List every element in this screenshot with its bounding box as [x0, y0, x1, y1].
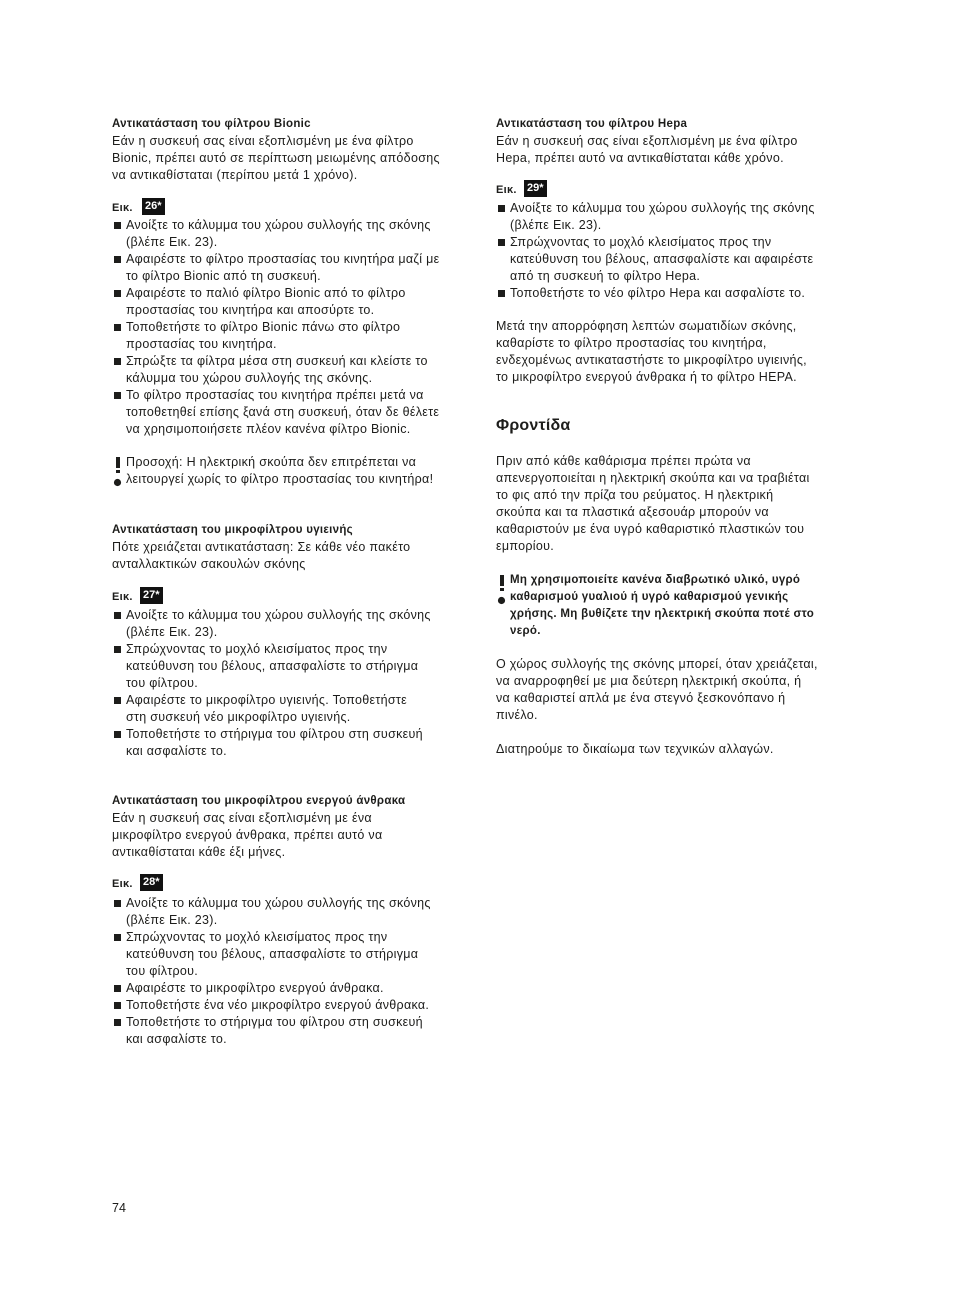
bionic-section-intro — [112, 116, 440, 184]
figure-label: Εικ. — [112, 878, 133, 890]
fine-dust-note-text: Μετά την απορρόφηση λεπτών σωματιδίων σκόνης, καθαρίστε το φίλτρο προστασίας του κινητήρα, ενδεχομένως αντικαταστήστε το μικροφίλτρο υγιεινής, το μικροφίλτρο ενεργού άνθρακα ή το φίλτρο HEPA. — [496, 318, 807, 384]
bionic-warning-note — [112, 454, 433, 488]
hygiene-steps-list — [112, 607, 431, 760]
step-item — [112, 895, 431, 929]
square-bullet-icon — [114, 697, 121, 704]
carbon-figure-reference — [112, 874, 192, 891]
square-bullet-icon — [114, 222, 121, 229]
square-bullet-icon — [114, 358, 121, 365]
step-item — [496, 234, 815, 285]
step-item — [496, 200, 815, 234]
hepa-steps-list — [496, 200, 815, 302]
technical-changes-disclaimer — [496, 741, 774, 758]
step-text: Σπρώχνοντας το μοχλό κλεισίματος προς την κατεύθυνση του βέλους, απασφαλίστε το στήριγμα του φίλτρου. — [126, 929, 419, 978]
figure-label: Εικ. — [496, 184, 517, 196]
step-text: Τοποθετήστε ένα νέο μικροφίλτρο ενεργού άνθρακα. — [126, 997, 430, 1012]
disclaimer-text: Διατηρούμε το δικαίωμα των τεχνικών αλλαγών. — [496, 741, 774, 756]
hygiene-section-heading: Αντικατάσταση του μικροφίλτρου υγιεινής — [112, 523, 353, 536]
step-text: Ανοίξτε το κάλυμμα του χώρου συλλογής της σκόνης (βλέπε Εικ. 23). — [126, 607, 431, 639]
carbon-intro-text: Εάν η συσκευή σας είναι εξοπλισμένη με ένα μικροφίλτρο ενεργού άνθρακα, πρέπει αυτό να αντικαθίσταται κάθε έξι μήνες. — [112, 810, 383, 859]
carbon-section-heading: Αντικατάσταση του μικροφίλτρου ενεργού άνθρακα — [112, 794, 406, 807]
fine-dust-note — [496, 318, 807, 386]
step-item — [112, 929, 431, 980]
step-item — [112, 997, 431, 1014]
step-item — [112, 692, 431, 726]
step-item — [112, 217, 439, 251]
square-bullet-icon — [114, 1002, 121, 1009]
figure-number-badge: 28* — [140, 874, 163, 891]
warning-exclamation-icon — [497, 575, 507, 607]
square-bullet-icon — [114, 1019, 121, 1026]
step-item — [112, 607, 431, 641]
bionic-intro-text: Εάν η συσκευή σας είναι εξοπλισμένη με ένα φίλτρο Bionic, πρέπει αυτό σε περίπτωση μειωμένης απόδοσης να αντικαθίσταται (περίπου μετά 1 χρόνο). — [112, 133, 440, 182]
step-item — [112, 319, 439, 353]
bionic-section-heading: Αντικατάσταση του φίλτρου Bionic — [112, 117, 311, 130]
hepa-intro-text: Εάν η συσκευή σας είναι εξοπλισμένη με ένα φίλτρο Hepa, πρέπει αυτό να αντικαθίσταται κάθε χρόνο. — [496, 133, 798, 165]
square-bullet-icon — [114, 290, 121, 297]
page-number: 74 — [112, 1200, 126, 1215]
square-bullet-icon — [114, 612, 121, 619]
step-text: Αφαιρέστε το φίλτρο προστασίας του κινητήρα μαζί με το φίλτρο Bionic από τη συσκευή. — [126, 251, 440, 283]
step-item — [496, 285, 815, 302]
square-bullet-icon — [114, 731, 121, 738]
step-text: Ανοίξτε το κάλυμμα του χώρου συλλογής της σκόνης (βλέπε Εικ. 23). — [126, 895, 431, 927]
step-text: Τοποθετήστε το νέο φίλτρο Hepa και ασφαλίστε το. — [510, 285, 806, 300]
warning-text: Προσοχή: Η ηλεκτρική σκούπα δεν επιτρέπεται να λειτουργεί χωρίς το φίλτρο προστασίας του κινητήρα! — [126, 454, 434, 486]
step-text: Ανοίξτε το κάλυμμα του χώρου συλλογής της σκόνης (βλέπε Εικ. 23). — [126, 217, 431, 249]
hepa-section-intro — [496, 116, 798, 167]
warning-text: Μη χρησιμοποιείτε κανένα διαβρωτικό υλικό, υγρό καθαρισμού γυαλιού ή υγρό καθαρισμού γενικής χρήσης. Μη βυθίζετε την ηλεκτρική σκούπα ποτέ στο νερό. — [510, 573, 815, 637]
bionic-steps-list — [112, 217, 439, 438]
step-text: Τοποθετήστε το στήριγμα του φίλτρου στη συσκευή και ασφαλίστε το. — [126, 1014, 423, 1046]
hygiene-section-intro — [112, 522, 410, 573]
care-intro — [496, 453, 810, 555]
hygiene-figure-reference — [112, 587, 192, 604]
square-bullet-icon — [114, 934, 121, 941]
step-text: Αφαιρέστε το μικροφίλτρο υγιεινής. Τοποθετήστε στη συσκευή νέο μικροφίλτρο υγιεινής. — [126, 692, 407, 724]
figure-number-badge: 29* — [524, 180, 547, 197]
step-text: Σπρώξτε τα φίλτρα μέσα στη συσκευή και κλείστε το κάλυμμα του χώρου συλλογής της σκόνης. — [126, 353, 428, 385]
square-bullet-icon — [114, 985, 121, 992]
carbon-steps-list — [112, 895, 431, 1048]
step-item — [112, 726, 431, 760]
hepa-figure-reference — [496, 180, 576, 197]
figure-number-badge: 26* — [142, 198, 165, 215]
step-text: Σπρώχνοντας το μοχλό κλεισίματος προς την κατεύθυνση του βέλους, απασφαλίστε και αφαιρέστε από τη συσκευή το φίλτρο Hepa. — [510, 234, 814, 283]
step-item — [112, 285, 439, 319]
care-intro-text: Πριν από κάθε καθάρισμα πρέπει πρώτα να απενεργοποιείται η ηλεκτρική σκούπα και να τραβιέται το φις από την πρίζα του ρεύματος. Η ηλεκτρική σκούπα και τα πλαστικά αξεσουάρ μπορούν να καθαριστούν με ένα υγρό καθαριστικό πλαστικών του εμπορίου. — [496, 453, 810, 553]
bionic-figure-reference — [112, 198, 192, 215]
step-text: Ανοίξτε το κάλυμμα του χώρου συλλογής της σκόνης (βλέπε Εικ. 23). — [510, 200, 815, 232]
step-item — [112, 1014, 431, 1048]
square-bullet-icon — [114, 392, 121, 399]
step-item — [112, 353, 439, 387]
step-item — [112, 251, 439, 285]
care-section-heading: Φροντίδα — [496, 417, 571, 434]
square-bullet-icon — [114, 324, 121, 331]
care-warning-note — [496, 572, 814, 640]
step-item — [112, 980, 431, 997]
dust-container-cleaning — [496, 656, 818, 724]
step-text: Τοποθετήστε το φίλτρο Bionic πάνω στο φίλτρο προστασίας του κινητήρα. — [126, 319, 401, 351]
hygiene-intro-text: Πότε χρειάζεται αντικατάσταση: Σε κάθε νέο πακέτο ανταλλακτικών σακουλών σκόνης — [112, 539, 411, 571]
step-item — [112, 387, 439, 438]
carbon-section-intro — [112, 793, 405, 861]
warning-exclamation-icon — [113, 457, 123, 489]
square-bullet-icon — [114, 256, 121, 263]
step-text: Αφαιρέστε το παλιό φίλτρο Bionic από το φίλτρο προστασίας του κινητήρα και αποσύρτε το. — [126, 285, 406, 317]
step-text: Αφαιρέστε το μικροφίλτρο ενεργού άνθρακα. — [126, 980, 384, 995]
step-text: Τοποθετήστε το στήριγμα του φίλτρου στη συσκευή και ασφαλίστε το. — [126, 726, 423, 758]
square-bullet-icon — [114, 646, 121, 653]
step-item — [112, 641, 431, 692]
dust-container-cleaning-text: Ο χώρος συλλογής της σκόνης μπορεί, όταν χρειάζεται, να αναρροφηθεί με μια δεύτερη ηλεκτρική σκούπα, ή να καθαριστεί απλά με ένα στεγνό ξεσκονόπανο ή πινέλο. — [496, 656, 818, 722]
step-text: Το φίλτρο προστασίας του κινητήρα πρέπει μετά να τοποθετηθεί επίσης ξανά στη συσκευή, όταν δε θέλετε να χρησιμοποιήσετε πλέον κανένα φίλτρο Bionic. — [126, 387, 440, 436]
square-bullet-icon — [498, 239, 505, 246]
figure-label: Εικ. — [112, 202, 133, 214]
square-bullet-icon — [114, 900, 121, 907]
square-bullet-icon — [498, 205, 505, 212]
figure-number-badge: 27* — [140, 587, 163, 604]
square-bullet-icon — [498, 290, 505, 297]
step-text: Σπρώχνοντας το μοχλό κλεισίματος προς την κατεύθυνση του βέλους, απασφαλίστε το στήριγμα του φίλτρου. — [126, 641, 419, 690]
figure-label: Εικ. — [112, 591, 133, 603]
hepa-section-heading: Αντικατάσταση του φίλτρου Hepa — [496, 117, 688, 130]
